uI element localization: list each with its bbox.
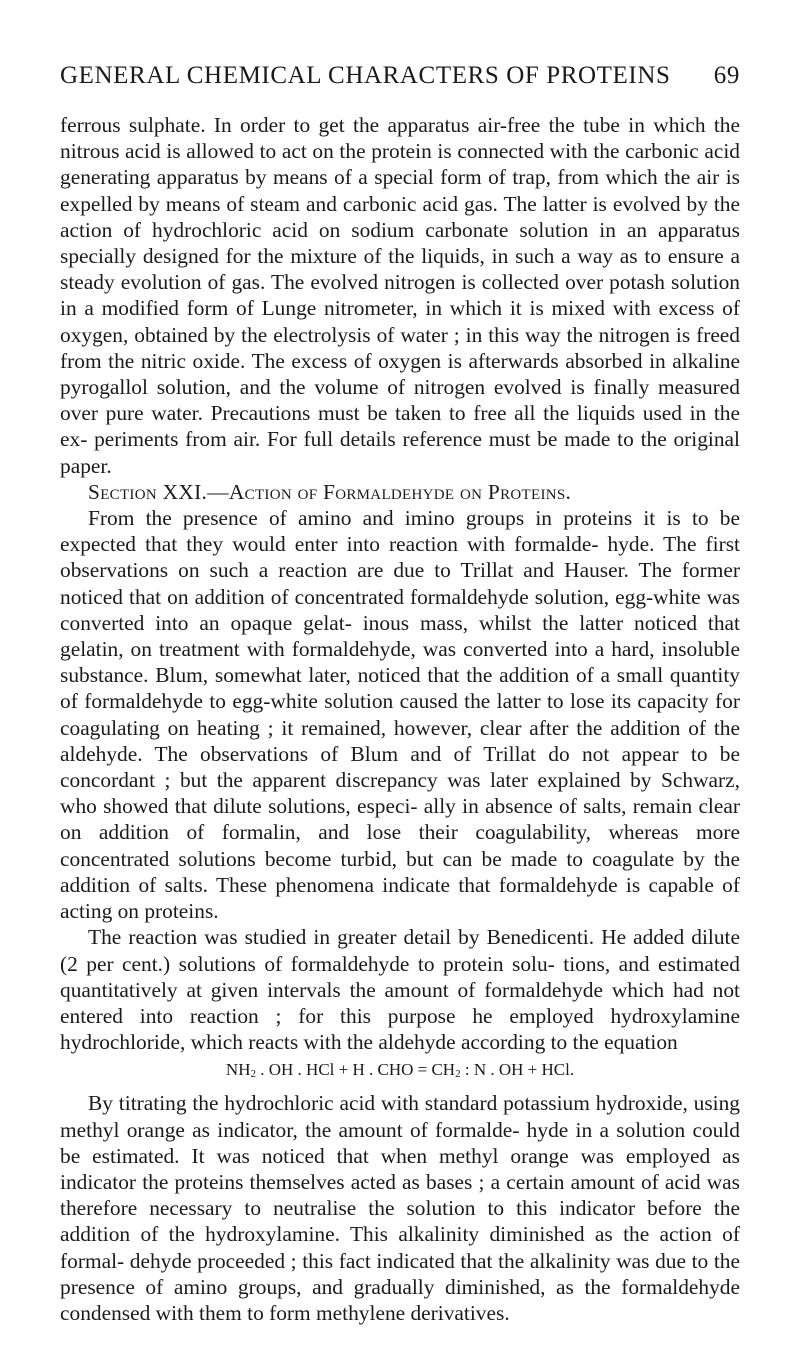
- equation-part: . OH . HCl + H . CHO = CH: [255, 1060, 456, 1080]
- running-head: [60, 62, 740, 90]
- running-head-title: GENERAL CHEMICAL CHARACTERS OF PROTEINS: [60, 62, 671, 89]
- equation-subscript: 2: [455, 1068, 461, 1081]
- paragraph-titration: By titrating the hydrochloric acid with standard potassium hydroxide, using methyl orange as indicator, the amount of formalde- hyde in a solution could be estimated. It was noticed that when methyl orange was employed as indicator the proteins themselves acted as bases ; a certain amount of acid was therefore necessary to neutralise the solution to this indicator before the addition of the hydroxylamine. This alkalinity diminished as the action of formal- dehyde proceeded ; this fact indicated that the alkalinity was due to the presence of amino groups, and gradually diminished, as the formaldehyde condensed with them to form methylene derivatives.: [60, 1091, 740, 1325]
- paragraph-formaldehyde-intro: From the presence of amino and imino groups in proteins it is to be expected that they would enter into reaction with formalde- hyde. The first observations on such a reaction are due to Trillat and Hauser. The former noticed that on addition of concentrated formaldehyde solution, egg-white was converted into an opaque gelat- inous mass, whilst the latter noticed that gelatin, on treatment with formaldehyde, was converted into a hard, insoluble substance. Blum, somewhat later, noticed that the addition of a small quantity of formaldehyde to egg-white solution caused the latter to lose its capacity for coagulating on heating ; it remained, however, clear after the addition of the aldehyde. The observations of Blum and of Trillat do not appear to be concordant ; but the apparent discrepancy was later explained by Schwarz, who showed that dilute solutions, especi- ally in absence of salts, remain clear on addition of formalin, and lose their coagulability, whereas more concentrated solutions become turbid, but can be made to coagulate by the addition of salts. These phenomena indicate that formaldehyde is capable of acting on proteins.: [60, 506, 740, 924]
- section-heading: Section XXI.—Action of Formaldehyde on Proteins.: [88, 479, 572, 504]
- paragraph-continued: ferrous sulphate. In order to get the apparatus air-free the tube in which the nitrous acid is allowed to act on the protein is connected with the carbonic acid generating apparatus by means of a special form of trap, from which the air is expelled by means of steam and carbonic acid gas. The latter is evolved by the action of hydrochloric acid on sodium carbonate solution in an apparatus specially designed for the mixture of the liquids, in such a way as to ensure a steady evolution of gas. The evolved nitrogen is collected over potash solution in a modified form of Lunge nitrometer, in which it is mixed with excess of oxygen, obtained by the electrolysis of water ; in this way the nitrogen is freed from the nitric oxide. The excess of oxygen is afterwards absorbed in alkaline pyrogallol solution, and the volume of nitrogen evolved is finally measured over pure water. Precautions must be taken to free all the liquids used in the ex- periments from air. For full details reference must be made to the original paper.: [60, 113, 740, 478]
- equation-subscript: 2: [250, 1068, 256, 1081]
- chemical-equation: [60, 1059, 740, 1085]
- page-number: 69: [713, 62, 740, 89]
- body-text: [60, 112, 740, 1326]
- paragraph-benedicenti: The reaction was studied in greater detail by Benedicenti. He added dilute (2 per cent.) solutions of formaldehyde to protein solu- tions, and estimated quantitatively at given intervals the amount of formaldehyde which had not entered into reaction ; for this purpose he employed hydroxylamine hydrochloride, which reacts with the aldehyde according to the equation: [60, 925, 740, 1055]
- equation-part: NH: [225, 1060, 251, 1080]
- equation-part: : N . OH + HCl.: [460, 1060, 575, 1080]
